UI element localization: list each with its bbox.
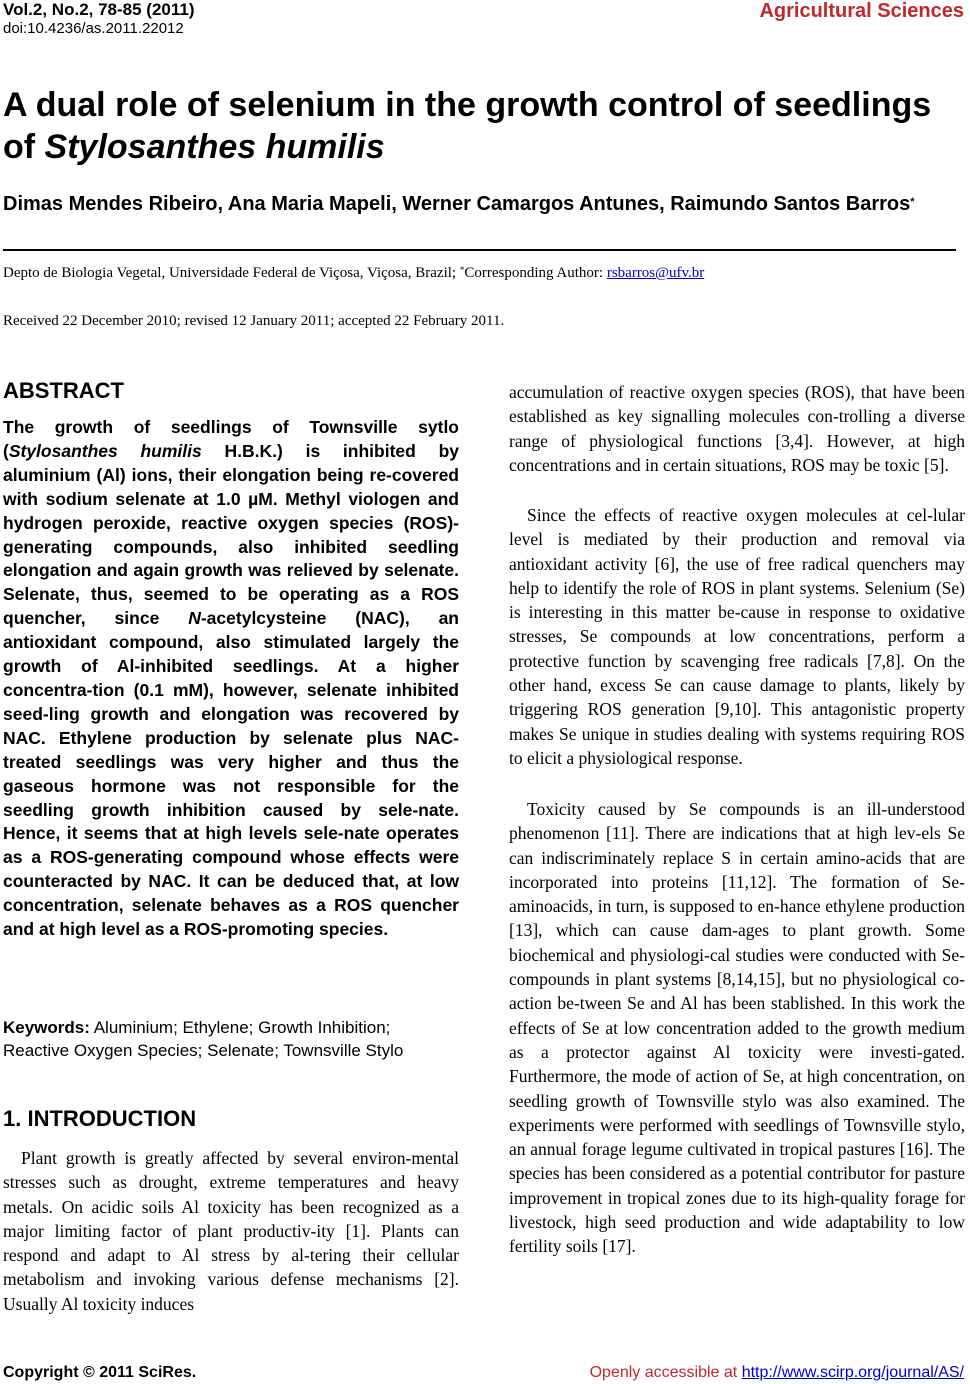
corresponding-mark: * <box>910 196 915 208</box>
title-divider <box>3 249 956 251</box>
author-list <box>3 192 953 217</box>
doi: doi:10.4236/as.2011.22012 <box>3 20 184 37</box>
abstract-part: H.B.K.) is inhibited by aluminium (Al) ions, their elongation being re-covered with sodium selenate at 1.0 µM. Methyl viologen and hydrogen peroxide, reactive oxygen species (ROS)-generating compounds, also inhibited seedling elongation and again growth was relieved by selenate. Selenate, thus, seemed to be operating as a ROS quencher, since <box>3 440 460 629</box>
affiliation <box>3 265 704 282</box>
abstract-n-italic: N <box>188 608 201 629</box>
access-label: Openly accessible at <box>589 1364 742 1381</box>
received-dates: Received 22 December 2010; revised 12 January 2011; accepted 22 February 2011. <box>3 313 505 329</box>
corresponding-label: Corresponding Author: <box>464 265 607 281</box>
introduction-paragraph-continued: accumulation of reactive oxygen species (ROS), that have been established as key signalling molecules con-trolling a diverse range of physiological functions [3,4]. However, at high concentrations and in certain situations, ROS may be toxic [5]. <box>509 382 965 475</box>
keywords-text: Aluminium; Ethylene; Growth Inhibition; Reactive Oxygen Species; Selenate; Townsville Stylo <box>3 1018 404 1060</box>
paper-title <box>3 84 953 168</box>
open-access-note <box>590 1364 964 1382</box>
introduction-paragraph: Toxicity caused by Se compounds is an ill-understood phenomenon [11]. There are indications that at high lev-els Se can indiscriminately replace S in certain amino-acids that are incorporated into proteins [11,12]. The formation of Se-aminoacids, in turn, is supposed to en-hance ethylene production [13], which can cause dam-ages to plant growth. Some biochemical and physiologi-cal studies were conducted with Se-compounds in plant systems [8,14,15], but no physiological co-action be-tween Se and Al has been stablished. In this work the effects of Se at low concentration added to the growth medium as a protector against Al toxicity were investi-gated. Furthermore, the mode of action of Se, at high concentration, on seedling growth of Townsville stylo was also examined. The experiments were performed with seedlings of Townsville stylo, an annual forage legume cultivated in tropical pastures [16]. The species has been considered as a potential contributor for pasture improvement in tropical zones due to its high-quality forage for livestock, high seed production and wide adaptability to low fertility soils [17]. <box>509 799 965 1257</box>
keywords-label: Keywords: <box>3 1018 90 1037</box>
abstract-part: -acetylcysteine (NAC), an antioxidant compound, also stimulated largely the growth of Al-inhibited seedlings. At a higher concentra-tion (0.1 mM), however, selenate inhibited seed-ling growth and elongation was recovered by NAC. Ethylene production by selenate plus NAC-treated seedlings was very higher and thus the gaseous hormone was not responsible for the seedling growth inhibition caused by sele-nate. Hence, it seems that at high levels sele-nate operates as a ROS-generating compound whose effects were counteracted by NAC. It can be deduced that, at low concentration, selenate behaves as a ROS quencher and at high level as a ROS-promoting species. <box>3 608 459 940</box>
title-text: A dual role of selenium in the growth control of seedlings of <box>3 86 932 166</box>
volume-info: Vol.2, No.2, 78-85 (2011) <box>3 0 195 19</box>
abstract-species: Stylosanthes humilis <box>8 440 202 461</box>
introduction-paragraph: Plant growth is greatly affected by several environ-mental stresses such as drought, extreme temperatures and heavy metals. On acidic soils Al toxicity has been recognized as a major limiting factor of plant productiv-ity [1]. Plants can respond and adapt to Al stress by al-tering their cellular metabolism and invoking various defense mechanisms [2]. Usually Al toxicity induces <box>3 1148 459 1314</box>
title-species: Stylosanthes humilis <box>44 128 385 166</box>
email-link[interactable]: rsbarros@ufv.br <box>606 265 705 281</box>
introduction-paragraph: Since the effects of reactive oxygen molecules at cel-lular level is mediated by their production and removal via antioxidant activity [6], the use of free radical quenchers may help to identify the role of ROS in plant systems. Selenium (Se) is interesting in this matter be-cause in response to oxidative stresses, Se compounds at low concentrations, perform a protective function by scavenging free radicals [7,8]. On the other hand, excess Se can cause damage to plants, likely by triggering ROS generation [9,10]. This antagonistic property makes Se unique in studies dealing with systems requiring ROS to elicit a physiological response. <box>509 505 965 768</box>
abstract-part: The growth of seedlings of Townsville sytlo ( <box>3 417 459 461</box>
introduction-heading: 1. INTRODUCTION <box>3 1106 197 1131</box>
affiliation-mark: * <box>459 265 465 275</box>
keywords <box>3 1016 459 1062</box>
journal-link[interactable]: http://www.scirp.org/journal/AS/ <box>741 1364 964 1381</box>
author-names: Dimas Mendes Ribeiro, Ana Maria Mapeli, Werner Camargos Antunes, Raimundo Santos Barros <box>3 193 911 215</box>
journal-name: Agricultural Sciences <box>759 0 964 22</box>
copyright: Copyright © 2011 SciRes. <box>3 1364 197 1381</box>
abstract-heading: ABSTRACT <box>3 378 124 403</box>
abstract-body <box>3 416 459 942</box>
affiliation-text: Depto de Biologia Vegetal, Universidade Federal de Viçosa, Viçosa, Brazil; <box>3 265 460 281</box>
